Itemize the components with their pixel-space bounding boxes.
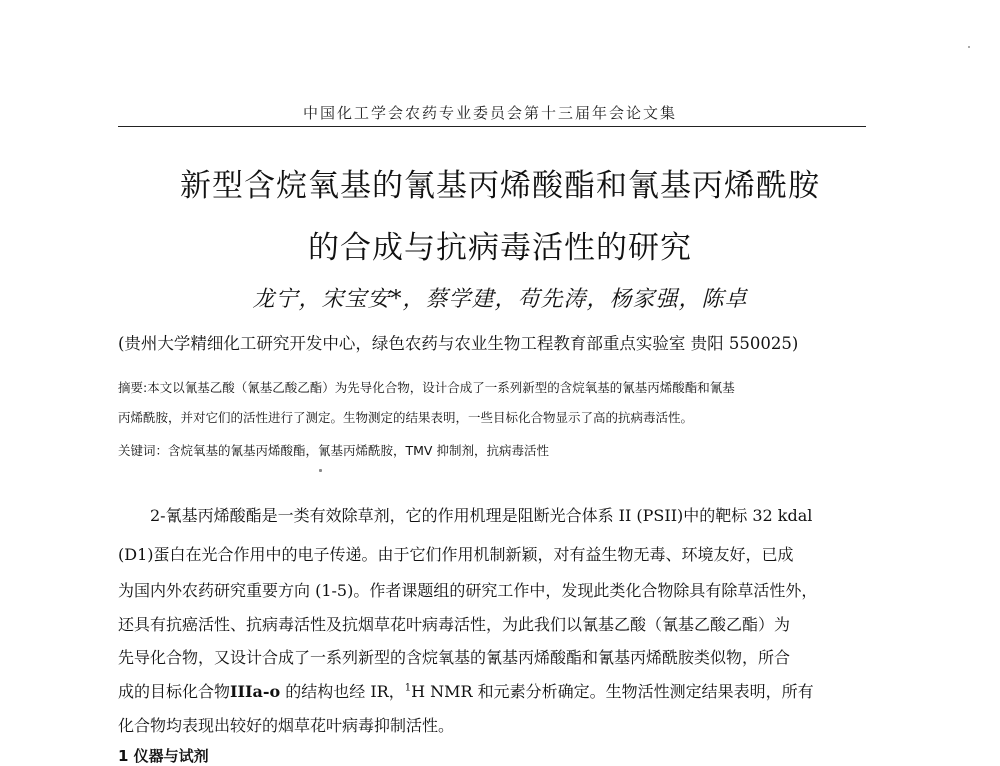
scan-speck [319,469,322,472]
body-line-7: 化合物均表现出较好的烟草花叶病毒抑制活性。 [118,716,455,735]
scan-speck [968,46,970,48]
body-line-1: 2-氰基丙烯酸酯是一类有效除草剂，它的作用机理是阻断光合体系 II (PSII)中的靶标 32 kdal [150,506,813,525]
title-line-2: 的合成与抗病毒活性的研究 [308,230,692,266]
body-line-6-start: 成的目标化合物 [118,682,231,701]
section-heading: 1 仪器与试剂 [118,747,209,765]
keywords: 关键词：含烷氧基的氰基丙烯酸酯，氰基丙烯酰胺，TMV 抑制剂，抗病毒活性 [118,443,549,458]
body-line-6 [118,679,868,702]
author-list: 龙宁，宋宝安*，蔡学建，苟先涛，杨家强，陈卓 [252,287,748,312]
title-line-1: 新型含烷氧基的氰基丙烯酸酯和氰基丙烯酰胺 [180,168,820,204]
abstract-line-1: 摘要:本文以氰基乙酸（氰基乙酸乙酯）为先导化合物，设计合成了一系列新型的含烷氧基的氰基丙烯酸酯和氰基 [118,380,735,395]
body-line-5: 先导化合物，又设计合成了一系列新型的含烷氧基的氰基丙烯酸酯和氰基丙烯酰胺类似物，所合 [118,648,791,667]
body-line-3: 为国内外农药研究重要方向 (1-5)。作者课题组的研究工作中，发现此类化合物除具有除草活性外， [118,581,818,600]
body-line-2: (D1)蛋白在光合作用中的电子传递。由于它们作用机制新颖，对有益生物无毒、环境友好，已成 [118,545,794,564]
header-rule [118,126,866,127]
abstract-line-2: 丙烯酰胺，并对它们的活性进行了测定。生物测定的结果表明，一些目标化合物显示了高的抗病毒活性。 [118,410,694,425]
compound-label: IIIa-o [230,682,281,701]
body-line-4: 还具有抗癌活性、抗病毒活性及抗烟草花叶病毒活性，为此我们以氰基乙酸（氰基乙酸乙酯）为 [118,615,791,634]
running-header: 中国化工学会农药专业委员会第十三届年会论文集 [302,104,677,122]
affiliation: (贵州大学精细化工研究开发中心，绿色农药与农业生物工程教育部重点实验室 贵阳 550025) [118,334,799,353]
isotope-superscript: 1 [404,682,412,694]
body-line-6-mid: 的结构也经 IR， [280,682,405,701]
body-line-6-end: H NMR 和元素分析确定。生物活性测定结果表明，所有 [411,682,814,701]
